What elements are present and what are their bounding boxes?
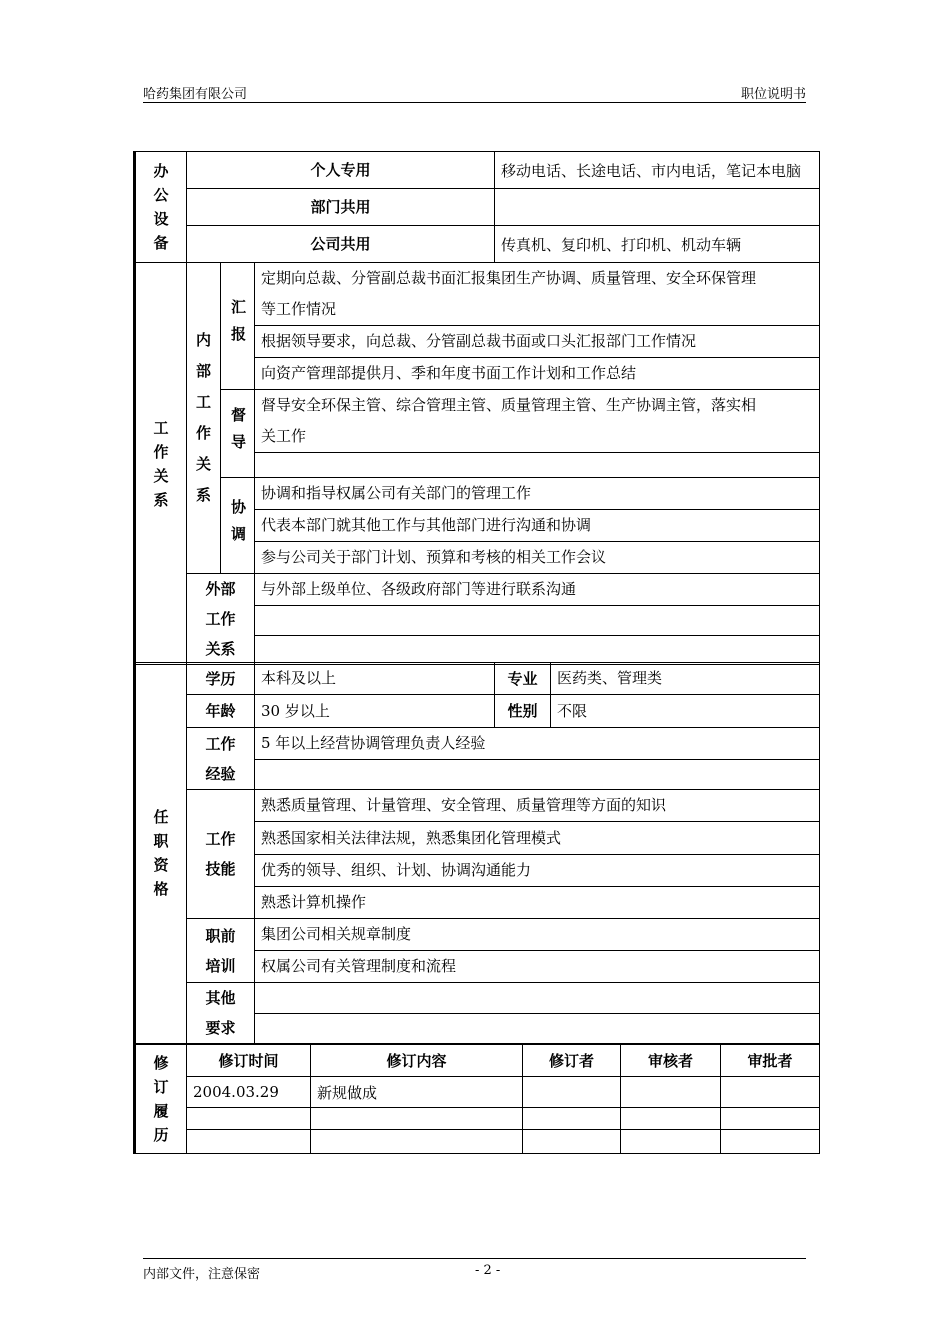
work-relations-table [133, 262, 820, 665]
gender-value: 不限 [551, 695, 820, 728]
revision-author [523, 1077, 621, 1108]
experience-item: 5 年以上经营协调管理负责人经验 [255, 728, 820, 760]
coordinate-item: 协调和指导权属公司有关部门的管理工作 [255, 478, 820, 510]
job-description-table [133, 151, 820, 263]
education-value: 本科及以上 [255, 663, 495, 695]
skill-item: 熟悉国家相关法律法规，熟悉集团化管理模式 [255, 822, 820, 855]
age-value: 30 岁以上 [255, 695, 495, 728]
page-footer [143, 1258, 806, 1283]
revision-content [311, 1130, 523, 1154]
equipment-value: 传真机、复印机、打印机、机动车辆 [495, 226, 820, 263]
major-label: 专业 [495, 663, 551, 695]
major-value: 医药类、管理类 [551, 663, 820, 695]
equipment-value: 移动电话、长途电话、市内电话，笔记本电脑 [495, 152, 820, 189]
supervise-item [255, 453, 820, 478]
coordinate-label: 协调 [221, 478, 255, 574]
company-name: 哈药集团有限公司 [143, 87, 248, 102]
revision-reviewer [621, 1077, 721, 1108]
coordinate-item: 代表本部门就其他工作与其他部门进行沟通和协调 [255, 510, 820, 542]
page-number: - 2 - [475, 1263, 501, 1278]
page-header [143, 80, 806, 103]
revision-author [523, 1108, 621, 1130]
equipment-section: 办 公 设 备 [135, 152, 187, 263]
equipment-value [495, 189, 820, 226]
external-item: 与外部上级单位、各级政府部门等进行联系沟通 [255, 574, 820, 606]
revision-approver [721, 1077, 820, 1108]
revision-history-table [133, 1044, 820, 1154]
other-item [255, 983, 820, 1014]
internal-relations-label: 内 部 工 作 关 系 [187, 263, 221, 574]
revision-header: 修订者 [523, 1045, 621, 1077]
training-item: 权属公司有关管理制度和流程 [255, 951, 820, 983]
revision-header: 审核者 [621, 1045, 721, 1077]
revision-reviewer [621, 1108, 721, 1130]
revision-date [187, 1108, 311, 1130]
qualifications-table [133, 662, 820, 1044]
external-item [255, 635, 820, 664]
skill-item: 熟悉质量管理、计量管理、安全管理、质量管理等方面的知识 [255, 790, 820, 822]
revision-approver [721, 1130, 820, 1154]
confidential-note: 内部文件，注意保密 [143, 1267, 261, 1282]
revision-header: 审批者 [721, 1045, 820, 1077]
revision-header: 修订时间 [187, 1045, 311, 1077]
qualifications-section: 任 职 资 格 [135, 663, 187, 1044]
work-relations-section: 工 作 关 系 [135, 263, 187, 665]
skill-item: 熟悉计算机操作 [255, 887, 820, 919]
report-item: 根据领导要求，向总裁、分管副总裁书面或口头汇报部门工作情况 [255, 326, 820, 358]
equipment-label: 个人专用 [187, 152, 495, 189]
revision-author [523, 1130, 621, 1154]
revision-content [311, 1108, 523, 1130]
revision-date [187, 1130, 311, 1154]
experience-item [255, 760, 820, 790]
revision-date: 2004.03.29 [187, 1077, 311, 1108]
age-label: 年龄 [187, 695, 255, 728]
equipment-label: 公司共用 [187, 226, 495, 263]
document-type: 职位说明书 [740, 87, 806, 102]
gender-label: 性别 [495, 695, 551, 728]
supervise-label: 督导 [221, 390, 255, 478]
report-label: 汇报 [221, 263, 255, 390]
report-item: 向资产管理部提供月、季和年度书面工作计划和工作总结 [255, 358, 820, 390]
report-item: 定期向总裁、分管副总裁书面汇报集团生产协调、质量管理、安全环保管理 等工作情况 [255, 263, 820, 326]
revision-approver [721, 1108, 820, 1130]
external-relations-label: 外部 工作 关系 [187, 574, 255, 665]
other-item [255, 1013, 820, 1044]
revision-section: 修 订 履 历 [135, 1045, 187, 1154]
skill-item: 优秀的领导、组织、计划、协调沟通能力 [255, 855, 820, 887]
coordinate-item: 参与公司关于部门计划、预算和考核的相关工作会议 [255, 542, 820, 574]
revision-reviewer [621, 1130, 721, 1154]
external-item [255, 606, 820, 635]
experience-label: 工作 经验 [187, 728, 255, 790]
revision-content: 新规做成 [311, 1077, 523, 1108]
training-item: 集团公司相关规章制度 [255, 919, 820, 951]
education-label: 学历 [187, 663, 255, 695]
equipment-label: 部门共用 [187, 189, 495, 226]
supervise-item: 督导安全环保主管、综合管理主管、质量管理主管、生产协调主管，落实相 关工作 [255, 390, 820, 453]
training-label: 职前 培训 [187, 919, 255, 983]
skills-label: 工作 技能 [187, 790, 255, 919]
revision-header: 修订内容 [311, 1045, 523, 1077]
other-requirements-label: 其他 要求 [187, 983, 255, 1044]
